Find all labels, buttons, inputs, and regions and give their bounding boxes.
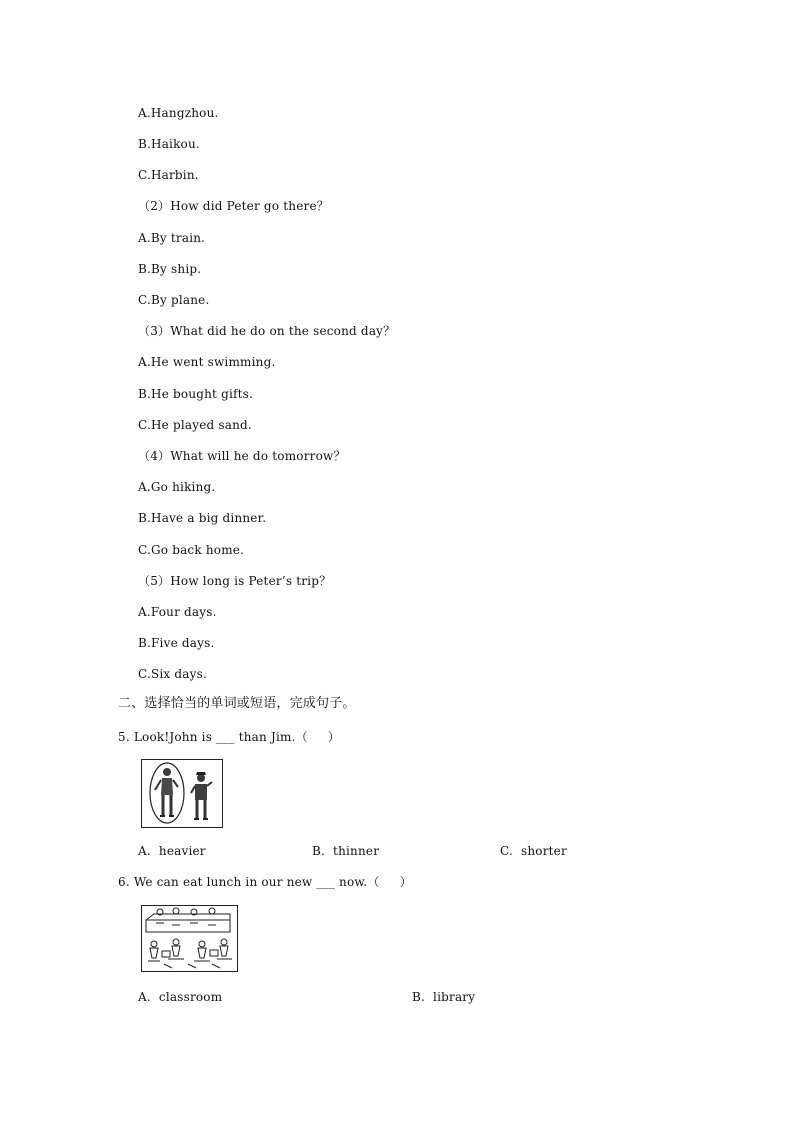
item6-option-a: A. classroom xyxy=(138,990,223,1004)
q1-option-a: A.Hangzhou. xyxy=(138,106,219,120)
q3-question: （3）What did he do on the second day？ xyxy=(138,324,396,338)
q2-option-a: A.By train. xyxy=(138,231,206,245)
q3-option-a: A.He went swimming. xyxy=(138,355,276,369)
item5-option-b: B. thinner xyxy=(312,844,380,858)
q3-option-b: B.He bought gifts. xyxy=(138,387,254,401)
q1-option-c: C.Harbin. xyxy=(138,168,199,182)
q3-option-c: C.He played sand. xyxy=(138,418,252,432)
item6-option-b: B. library xyxy=(412,990,476,1004)
q5-option-c: C.Six days. xyxy=(138,667,207,681)
q2-option-c: C.By plane. xyxy=(138,293,210,307)
q4-option-c: C.Go back home. xyxy=(138,543,245,557)
q2-option-b: B.By ship. xyxy=(138,262,202,276)
q5-option-b: B.Five days. xyxy=(138,636,215,650)
q1-option-b: B.Haikou. xyxy=(138,137,200,151)
section2-heading: 二、选择恰当的单词或短语，完成句子。 xyxy=(118,696,356,711)
item6-picture xyxy=(141,905,238,972)
item5-option-a: A. heavier xyxy=(138,844,206,858)
q4-question: （4）What will he do tomorrow？ xyxy=(138,449,346,463)
q5-option-a: A.Four days. xyxy=(138,605,217,619)
q2-question: （2）How did Peter go there？ xyxy=(138,199,329,213)
q4-option-a: A.Go hiking. xyxy=(138,480,216,494)
q4-option-b: B.Have a big dinner. xyxy=(138,511,267,525)
item5-picture xyxy=(141,759,223,828)
q5-question: （5）How long is Peter’s trip？ xyxy=(138,574,332,588)
item5-question: 5. Look!John is ___ than Jim.（ ） xyxy=(118,730,341,744)
item5-option-c: C. shorter xyxy=(500,844,567,858)
item6-question: 6. We can eat lunch in our new ___ now.（ ） xyxy=(118,875,412,889)
